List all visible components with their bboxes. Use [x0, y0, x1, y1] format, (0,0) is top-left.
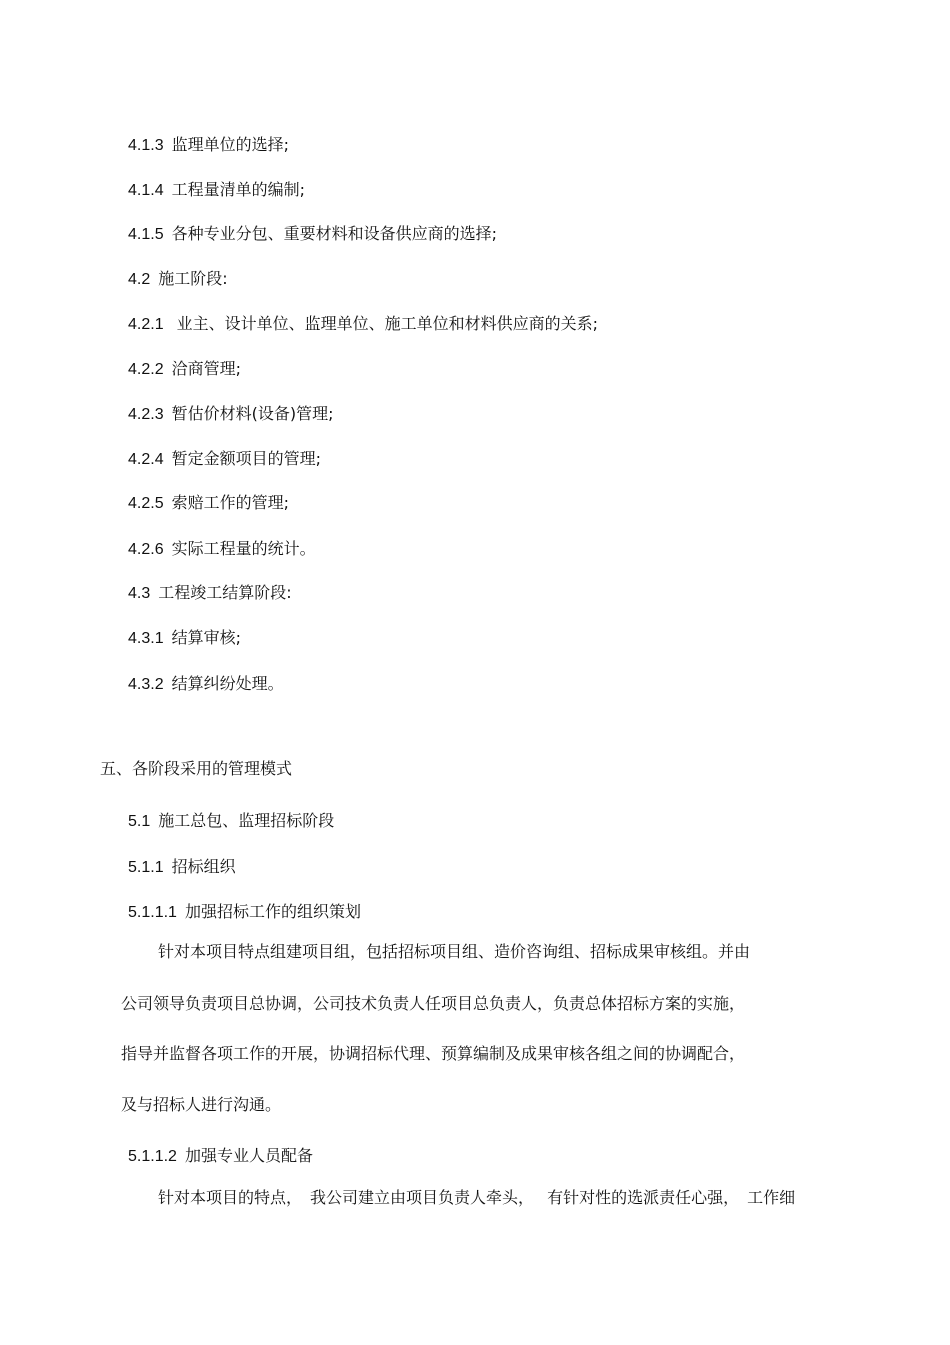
item-number: 4.2.2 — [128, 361, 164, 378]
item-number: 4.3.1 — [128, 630, 164, 647]
list-item — [128, 448, 321, 471]
subsection-heading — [128, 901, 361, 924]
item-number: 4.2 — [128, 271, 151, 288]
item-text: 加强招标工作的组织策划 — [184, 902, 361, 921]
list-item — [128, 538, 316, 561]
paragraph-line: 针对本项目特点组建项目组，包括招标项目组、造价咨询组、招标成果审核组。并由 — [158, 942, 751, 961]
paragraph-line: 及与招标人进行沟通。 — [121, 1095, 282, 1114]
item-number: 5.1.1.2 — [128, 1148, 177, 1165]
item-text: 实际工程量的统计。 — [171, 539, 316, 558]
list-item — [128, 582, 292, 605]
item-text: 工程竣工结算阶段: — [158, 583, 292, 602]
item-number: 4.3 — [128, 585, 151, 602]
subsection-heading — [128, 1145, 313, 1168]
item-text: 施工阶段: — [158, 269, 228, 288]
item-number: 4.1.3 — [128, 137, 164, 154]
item-number: 4.2.5 — [128, 495, 164, 512]
item-number: 5.1 — [128, 813, 151, 830]
item-number: 4.2.1 — [128, 316, 164, 333]
item-text: 索赔工作的管理; — [171, 493, 289, 512]
section-title: 五、各阶段采用的管理模式 — [100, 759, 293, 778]
list-item — [128, 492, 289, 515]
item-text: 洽商管理; — [171, 359, 241, 378]
list-item — [128, 358, 241, 381]
item-number: 4.1.4 — [128, 182, 164, 199]
paragraph-line: 指导并监督各项工作的开展，协调招标代理、预算编制及成果审核各组之间的协调配合， — [121, 1044, 746, 1063]
item-number: 4.2.6 — [128, 541, 164, 558]
item-text: 工程量清单的编制; — [171, 180, 305, 199]
paragraph-line: 针对本项目的特点， 我公司建立由项目负责人牵头， 有针对性的选派责任心强， 工作细 — [158, 1188, 796, 1207]
item-text: 暂估价材料(设备)管理; — [171, 404, 334, 423]
item-text: 各种专业分包、重要材料和设备供应商的选择; — [171, 224, 497, 243]
list-item — [128, 627, 241, 650]
item-number: 5.1.1 — [128, 859, 164, 876]
item-number: 4.2.3 — [128, 406, 164, 423]
item-text: 结算纠纷处理。 — [171, 674, 284, 693]
item-text: 施工总包、监理招标阶段 — [158, 811, 335, 830]
subsection-heading — [128, 856, 236, 879]
item-text: 加强专业人员配备 — [184, 1146, 313, 1165]
subsection-heading — [128, 810, 334, 833]
list-item — [128, 403, 333, 426]
item-text: 业主、设计单位、监理单位、施工单位和材料供应商的关系; — [171, 314, 599, 333]
list-item — [128, 134, 289, 157]
item-text: 招标组织 — [171, 857, 236, 876]
item-text: 监理单位的选择; — [171, 135, 289, 154]
list-item — [128, 313, 598, 336]
item-text: 暂定金额项目的管理; — [171, 449, 321, 468]
item-text: 结算审核; — [171, 628, 241, 647]
item-number: 4.1.5 — [128, 226, 164, 243]
item-number: 4.2.4 — [128, 451, 164, 468]
list-item — [128, 179, 305, 202]
list-item — [128, 673, 284, 696]
list-item — [128, 268, 228, 291]
item-number: 5.1.1.1 — [128, 904, 177, 921]
list-item — [128, 223, 497, 246]
paragraph-line: 公司领导负责项目总协调，公司技术负责人任项目总负责人，负责总体招标方案的实施， — [121, 994, 746, 1013]
item-number: 4.3.2 — [128, 676, 164, 693]
